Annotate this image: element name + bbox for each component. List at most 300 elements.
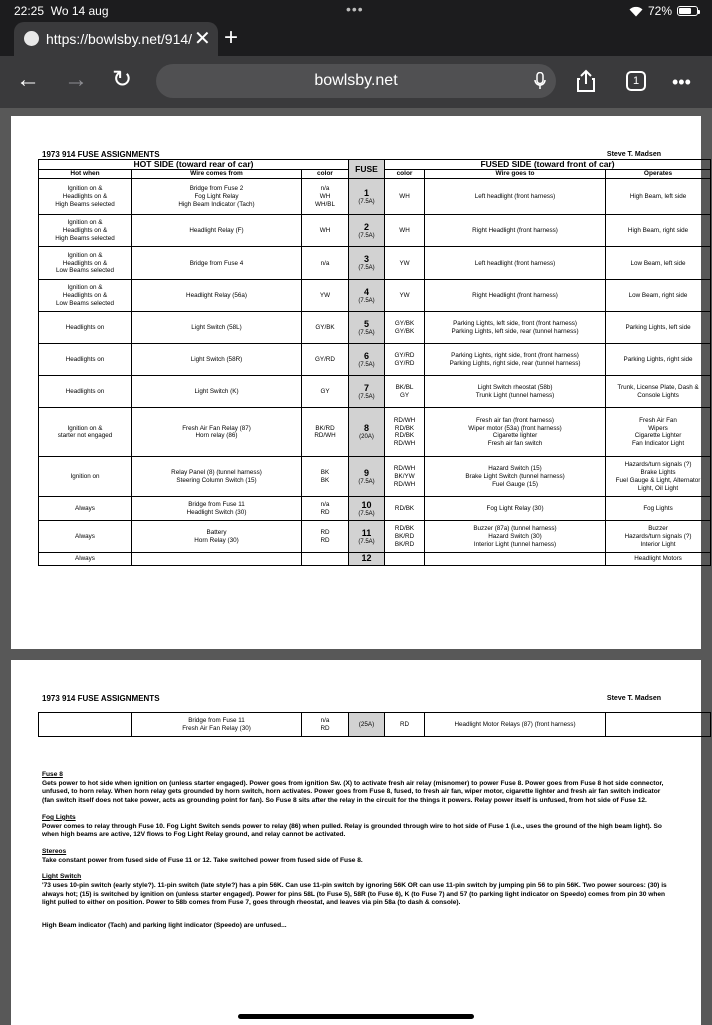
- hot-side-header: HOT SIDE (toward rear of car): [39, 160, 349, 170]
- col-color-in: color: [302, 170, 349, 179]
- color-out-cell-line: RD/WH: [393, 480, 416, 488]
- operates-cell-line: Parking Lights, right side: [623, 356, 693, 364]
- note-section: [42, 922, 672, 931]
- color-out-cell-line: BK/RD: [394, 540, 415, 548]
- col-operates: Operates: [606, 170, 711, 179]
- color-in-cell-line: GY/RD: [315, 356, 335, 364]
- wire-to-cell-line: Interior Light (tunnel harness): [473, 540, 557, 548]
- fuse-number: 9: [364, 467, 370, 478]
- microphone-icon[interactable]: [534, 72, 546, 90]
- tab-count-button[interactable]: 1: [626, 71, 646, 91]
- note-section: [42, 771, 672, 806]
- wire-from-cell: [132, 713, 302, 737]
- wire-from-cell: [132, 215, 302, 247]
- note-heading: Fog Lights: [42, 813, 76, 821]
- color-in-cell-line: YW: [319, 292, 331, 300]
- hot-when-cell-line: Ignition on &: [67, 424, 103, 432]
- fuse-amperage: (7.5A): [358, 297, 375, 304]
- operates-cell: [606, 457, 711, 497]
- document-page-2: [11, 660, 701, 1025]
- color-out-cell-line: RD/BK: [394, 505, 415, 513]
- wire-to-cell: [425, 179, 606, 215]
- fuse-amperage: (7.5A): [358, 232, 375, 239]
- table-row: [39, 179, 711, 215]
- fuse-cell: [349, 497, 385, 521]
- color-out-cell-line: WH: [399, 193, 410, 201]
- fuse-amperage: (7.5A): [358, 478, 375, 485]
- operates-cell-line: Fresh Air Fan: [639, 416, 677, 424]
- wire-from-cell-line: Light Switch (58L): [191, 324, 242, 332]
- col-color-out: color: [385, 170, 425, 179]
- operates-cell-line: Parking Lights, left side: [625, 324, 691, 332]
- operates-cell: [606, 344, 711, 376]
- note-heading: Fuse 8: [42, 771, 63, 778]
- color-out-cell-line: RD/WH: [393, 440, 416, 448]
- hot-when-cell-line: Headlights on: [65, 324, 105, 332]
- wire-to-cell: [425, 215, 606, 247]
- operates-cell: [606, 408, 711, 457]
- fuse-number: 5: [364, 318, 370, 329]
- operates-cell-line: Low Beam, left side: [630, 259, 686, 267]
- document-page-1: [11, 116, 701, 649]
- wire-to-cell-line: Left headlight (front harness): [474, 193, 556, 201]
- color-in-cell-line: WH/BL: [315, 200, 335, 208]
- color-in-cell-line: WH: [319, 193, 331, 201]
- color-out-cell-line: RD/WH: [393, 416, 416, 424]
- fuse-cell: [349, 344, 385, 376]
- address-bar[interactable]: [156, 64, 556, 98]
- color-in-cell-line: n/a: [320, 259, 330, 267]
- hot-when-cell-line: Always: [75, 555, 95, 563]
- forward-arrow-icon[interactable]: →: [64, 66, 88, 93]
- operates-cell: [606, 553, 711, 565]
- wire-to-cell-line: Fresh air fan (front harness): [475, 416, 555, 424]
- hot-when-cell-line: Low Beams selected: [55, 299, 115, 307]
- hot-when-cell-line: Headlights on: [65, 356, 105, 364]
- color-in-cell-line: n/a: [320, 185, 330, 193]
- operates-cell-line: Light, Oil Light: [637, 484, 679, 492]
- hot-when-cell: [39, 457, 132, 497]
- hot-when-cell: [39, 553, 132, 565]
- hot-when-cell: [39, 713, 132, 737]
- note-body: Power comes to relay through Fuse 10. Fog Light Switch sends power to relay (86) when pulled. Relay is grounded through wire to hot side of Fuse 1 (i.e., uses the ground of the high beam light). So when high beams are active, 12V flows to Fog Light Relay ground, and relay cannot be activated.: [42, 822, 662, 839]
- globe-icon: [24, 31, 39, 46]
- doc-title-2: 1973 914 FUSE ASSIGNMENTS: [42, 694, 160, 703]
- color-in-cell: [302, 497, 349, 521]
- operates-cell: [606, 497, 711, 521]
- note-body: Take constant power from fused side of Fuse 11 or 12. Take switched power from fused side of Fuse 8.: [42, 856, 363, 864]
- fuse-number: 4: [364, 286, 370, 297]
- hot-when-cell-line: Always: [75, 533, 95, 541]
- color-in-cell-line: n/a: [320, 501, 330, 509]
- wire-to-cell: [425, 713, 606, 737]
- back-arrow-icon[interactable]: ←: [16, 66, 40, 93]
- operates-cell-line: High Beam, right side: [627, 227, 689, 235]
- color-in-cell-line: RD/WH: [314, 432, 336, 440]
- operates-cell-line: Trunk, License Plate, Dash &: [617, 384, 699, 392]
- color-out-cell-line: YW: [399, 292, 410, 300]
- color-in-cell-line: BK/RD: [315, 424, 335, 432]
- color-in-cell: [302, 280, 349, 312]
- operates-cell-line: Brake Lights: [640, 469, 676, 477]
- color-out-cell: [385, 376, 425, 408]
- operates-cell-line: Wipers: [648, 424, 668, 432]
- color-in-cell-line: GY: [320, 388, 330, 396]
- note-section: [42, 814, 672, 840]
- wire-to-cell: [425, 312, 606, 344]
- fuse-amperage: (7.5A): [358, 265, 375, 272]
- wire-to-cell-line: Cigarette lighter: [492, 432, 538, 440]
- wire-to-cell-line: Parking Lights, right side, rear (tunnel harness): [449, 359, 581, 367]
- wire-to-cell-line: Parking Lights, left side, rear (tunnel harness): [451, 327, 579, 335]
- wire-to-cell-line: Fresh air fan switch: [487, 440, 543, 448]
- hot-when-cell-line: Ignition on &: [67, 185, 103, 193]
- wire-to-cell: [425, 553, 606, 565]
- color-in-cell-line: RD: [320, 508, 330, 516]
- color-in-cell: [302, 376, 349, 408]
- fuse-number: 11: [361, 527, 372, 538]
- wire-to-cell-line: Right Headlight (front harness): [472, 292, 558, 300]
- color-out-cell-line: GY/RD: [394, 359, 415, 367]
- color-out-cell-line: GY/RD: [394, 352, 415, 360]
- fuse-amperage: (7.5A): [358, 329, 375, 336]
- wire-from-cell: [132, 312, 302, 344]
- hot-when-cell: [39, 344, 132, 376]
- multitasking-dots-icon[interactable]: •••: [346, 1, 364, 17]
- fuse-number: 8: [364, 423, 370, 434]
- hot-when-cell-line: Headlights on &: [62, 227, 108, 235]
- wire-from-cell: [132, 280, 302, 312]
- wire-from-cell-line: Fresh Air Fan Relay (30): [182, 724, 251, 732]
- fuse-number: 1: [364, 187, 370, 198]
- tab-url: https://bowlsby.net/914/: [46, 31, 192, 47]
- fuse-table-continued: [38, 712, 711, 737]
- color-out-cell: [385, 713, 425, 737]
- operates-cell-line: Fan Indicator Light: [631, 440, 685, 448]
- note-body: High Beam indicator (Tach) and parking light indicator (Speedo) are unfused...: [42, 922, 287, 930]
- wire-to-cell: [425, 280, 606, 312]
- wire-from-cell: [132, 376, 302, 408]
- hot-when-cell-line: Ignition on &: [67, 219, 103, 227]
- operates-cell-line: Hazards/turn signals (?): [624, 533, 692, 541]
- hot-when-cell-line: starter not engaged: [57, 432, 113, 440]
- color-out-cell-line: RD/BK: [394, 525, 415, 533]
- col-wire-to: Wire goes to: [425, 170, 606, 179]
- note-body: '73 uses 10-pin switch (early style?). 11-pin switch (late style?) has a pin 56K. Can use 11-pin switch by ignoring 56K OR can use 11-pin switch by jumping pin 56 to pin 56K. Two power sources: (30) is always hot; (15) is switched by ignition on (unless starter engaged). Power for pins 58L (to Fuse 5), 58R (to Fuse 6), K (to Fuse 7) and 57 (to parking light indicator on Speedo) comes from pin 30 when light pulled to either on position. Power to 58b comes from Fuse 7, goes through rheostat, and leaves via pin 58a (to dash & console).: [42, 882, 667, 907]
- operates-cell-line: Cigarette Lighter: [634, 432, 682, 440]
- status-time: 22:25 Wo 14 aug: [14, 4, 109, 18]
- wire-from-cell-line: Horn relay (86): [195, 432, 238, 440]
- fuse-table: [38, 159, 711, 566]
- fuse-amperage: (7.5A): [358, 538, 375, 545]
- fuse-number: 2: [364, 221, 370, 232]
- wire-to-cell-line: Trunk Light (tunnel harness): [475, 391, 555, 399]
- color-in-cell: [302, 215, 349, 247]
- operates-cell: [606, 280, 711, 312]
- wire-from-cell-line: Bridge from Fuse 2: [189, 185, 244, 193]
- wire-to-cell-line: Fuel Gauge (15): [492, 480, 538, 488]
- fuse-number: 10: [361, 499, 372, 510]
- hot-when-cell: [39, 312, 132, 344]
- fuse-cell-line: (25A): [358, 720, 375, 728]
- hot-when-cell-line: Low Beams selected: [55, 267, 115, 275]
- battery-percent: 72%: [647, 4, 672, 18]
- color-out-cell: [385, 247, 425, 280]
- fuse-cell: [349, 521, 385, 553]
- more-options-icon[interactable]: •••: [672, 72, 691, 92]
- color-in-cell-line: RD: [320, 529, 330, 537]
- color-out-cell: [385, 553, 425, 565]
- fuse-amperage: (7.5A): [358, 510, 375, 517]
- hot-when-cell: [39, 179, 132, 215]
- fuse-cell: [349, 179, 385, 215]
- wire-to-cell-line: Left headlight (front harness): [474, 259, 556, 267]
- wire-from-cell-line: Headlight Switch (30): [186, 508, 247, 516]
- wire-to-cell: [425, 376, 606, 408]
- operates-cell-line: Interior Light: [640, 540, 676, 548]
- hot-when-cell: [39, 376, 132, 408]
- address-host: bowlsby.net: [314, 72, 398, 89]
- doc-author-2: Steve T. Madsen: [606, 695, 661, 702]
- fuse-number: 3: [364, 254, 370, 265]
- note-body: Gets power to hot side when ignition on (unless starter engaged). Power goes from ignition Sw. (X) to activate fresh air relay (misnomer) to power Fuse 8. Power goes from Fuse 8 hot side connector, unfused, to horn relay. When horn relay gets grounded by horn switch, horn activates. Power goes from Fuse 8, fused, to fresh air fan, wiper motor, cigarette lighter and fresh air fan switch indicator (fan switch itself does not take power, acts as grounding point for fan). So Fuse 8 sits after the relay in the circuit for the things it powers. Relay power itself is unfused, from hot side of Fuse 12.: [42, 779, 664, 805]
- color-in-cell-line: RD: [320, 536, 330, 544]
- col-hot-when: Hot when: [39, 170, 132, 179]
- table-row: [39, 521, 711, 553]
- fuse-amperage: (20A): [359, 434, 374, 441]
- fuse-cell: [349, 280, 385, 312]
- operates-cell: [606, 215, 711, 247]
- color-out-cell-line: BK/RD: [394, 533, 415, 541]
- status-bar: [0, 0, 712, 22]
- color-out-cell: [385, 280, 425, 312]
- operates-cell-line: Buzzer: [648, 525, 668, 533]
- home-indicator[interactable]: [238, 1014, 474, 1019]
- note-heading: Light Switch: [42, 873, 82, 881]
- wire-to-cell-line: Buzzer (87a) (tunnel harness): [473, 525, 557, 533]
- color-out-cell-line: RD/BK: [394, 432, 415, 440]
- hot-when-cell: [39, 215, 132, 247]
- fuse-number: 6: [364, 350, 370, 361]
- color-in-cell: [302, 713, 349, 737]
- wire-from-cell-line: Horn Relay (30): [194, 536, 239, 544]
- operates-cell-line: Low Beam, right side: [628, 292, 688, 300]
- table-row: [39, 312, 711, 344]
- wire-to-cell-line: Right Headlight (front harness): [472, 227, 558, 235]
- wire-to-cell-line: Parking Lights, left side, front (front harness): [453, 320, 577, 328]
- wire-from-cell: [132, 521, 302, 553]
- fuse-cell: [349, 215, 385, 247]
- fuse-cell: [349, 408, 385, 457]
- color-out-cell-line: RD/BK: [394, 424, 415, 432]
- operates-cell: [606, 312, 711, 344]
- color-in-cell: [302, 179, 349, 215]
- color-out-cell: [385, 521, 425, 553]
- hot-when-cell-line: Always: [75, 505, 95, 513]
- hot-when-cell-line: High Beams selected: [55, 200, 115, 208]
- color-out-cell: [385, 497, 425, 521]
- battery-icon: [677, 6, 698, 16]
- close-tab-icon[interactable]: ✕: [194, 28, 211, 50]
- operates-cell: [606, 247, 711, 280]
- hot-when-cell-line: Headlights on &: [62, 193, 108, 201]
- browser-toolbar: [0, 56, 712, 108]
- wire-to-cell: [425, 408, 606, 457]
- color-out-cell: [385, 457, 425, 497]
- doc-title: 1973 914 FUSE ASSIGNMENTS: [42, 150, 160, 159]
- hot-when-cell-line: High Beams selected: [55, 234, 115, 242]
- operates-cell-line: Headlight Motors: [634, 555, 682, 563]
- wire-to-cell-line: Fog Light Relay (30): [486, 505, 544, 513]
- hot-when-cell-line: Ignition on &: [67, 251, 103, 259]
- wire-from-cell-line: Fog Light Relay: [194, 193, 239, 201]
- operates-cell-line: Fuel Gauge & Light, Alternator: [615, 476, 701, 484]
- col-wire-from: Wire comes from: [132, 170, 302, 179]
- color-out-cell: [385, 312, 425, 344]
- wire-from-cell-line: Relay Panel (8) (tunnel harness): [171, 469, 262, 477]
- table-row: [39, 497, 711, 521]
- color-in-cell: [302, 521, 349, 553]
- wire-from-cell: [132, 408, 302, 457]
- new-tab-icon[interactable]: +: [224, 24, 239, 51]
- wire-to-cell: [425, 497, 606, 521]
- color-out-cell-line: YW: [399, 259, 410, 267]
- color-out-cell: [385, 215, 425, 247]
- wire-from-cell-line: Fresh Air Fan Relay (87): [182, 424, 251, 432]
- wire-to-cell-line: Hazard Switch (30): [488, 533, 542, 541]
- color-out-cell-line: GY: [399, 391, 410, 399]
- color-out-cell-line: BK/BL: [395, 384, 414, 392]
- table-row: [39, 247, 711, 280]
- wire-from-cell: [132, 179, 302, 215]
- wire-to-cell-line: Hazard Switch (15): [488, 465, 542, 473]
- operates-cell-line: Hazards/turn signals (?): [624, 461, 692, 469]
- wire-from-cell-line: Light Switch (58R): [190, 356, 243, 364]
- wire-from-cell-line: Headlight Relay (F): [189, 227, 244, 235]
- color-in-cell: [302, 457, 349, 497]
- operates-cell-line: Console Lights: [637, 391, 679, 399]
- doc-author: Steve T. Madsen: [606, 151, 661, 158]
- wire-to-cell: [425, 457, 606, 497]
- wire-from-cell-line: Headlight Relay (56a): [186, 292, 247, 300]
- fuse-amperage: (7.5A): [358, 198, 375, 205]
- hot-when-cell-line: Headlights on &: [62, 292, 108, 300]
- wire-to-cell-line: Parking Lights, right side, front (front harness): [451, 352, 579, 360]
- table-row: [39, 408, 711, 457]
- fuse-cell: [349, 247, 385, 280]
- color-out-cell-line: GY/BK: [394, 327, 415, 335]
- table-row: [39, 713, 711, 737]
- fuse-cell: [349, 312, 385, 344]
- operates-cell-line: High Beam, left side: [629, 193, 687, 201]
- fuse-cell: [349, 713, 385, 737]
- color-in-cell-line: RD: [320, 724, 330, 732]
- notes-section: [42, 771, 672, 939]
- wire-to-cell-line: Wiper motor (53a) (front harness): [468, 424, 562, 432]
- fuse-header: FUSE: [349, 160, 385, 179]
- table-row: [39, 215, 711, 247]
- table-row: [39, 376, 711, 408]
- color-out-cell: [385, 179, 425, 215]
- browser-tab[interactable]: [14, 22, 218, 56]
- color-out-cell-line: GY/BK: [394, 320, 415, 328]
- wire-to-cell: [425, 344, 606, 376]
- wire-from-cell-line: Bridge from Fuse 11: [188, 716, 245, 724]
- table-row: [39, 553, 711, 565]
- reload-icon[interactable]: ↻: [112, 66, 133, 93]
- note-heading: Stereos: [42, 847, 67, 855]
- operates-cell: [606, 179, 711, 215]
- color-in-cell-line: BK: [320, 476, 330, 484]
- wire-to-cell-line: Headlight Motor Relays (87) (front harness): [454, 720, 576, 728]
- fuse-number: 7: [364, 382, 370, 393]
- hot-when-cell: [39, 497, 132, 521]
- share-icon[interactable]: [576, 69, 596, 93]
- fuse-number: 12: [361, 553, 372, 564]
- wifi-icon: [629, 6, 643, 17]
- wire-to-cell-line: Brake Light Switch (tunnel harness): [465, 473, 565, 481]
- wire-from-cell: [132, 247, 302, 280]
- operates-cell: [606, 376, 711, 408]
- color-out-cell-line: RD: [399, 720, 410, 728]
- hot-when-cell: [39, 280, 132, 312]
- color-in-cell-line: BK: [320, 469, 330, 477]
- wire-from-cell-line: Light Switch (K): [194, 388, 239, 396]
- wire-from-cell-line: Battery: [206, 529, 227, 537]
- color-in-cell: [302, 312, 349, 344]
- wire-from-cell-line: Steering Column Switch (15): [176, 476, 257, 484]
- color-in-cell-line: n/a: [320, 716, 330, 724]
- fused-side-header: FUSED SIDE (toward front of car): [385, 160, 711, 170]
- color-in-cell: [302, 344, 349, 376]
- operates-cell: [606, 713, 711, 737]
- hot-when-cell-line: Ignition on &: [67, 284, 103, 292]
- color-in-cell: [302, 553, 349, 565]
- color-in-cell-line: GY/BK: [315, 324, 335, 332]
- wire-to-cell: [425, 521, 606, 553]
- fuse-cell: [349, 376, 385, 408]
- hot-when-cell: [39, 521, 132, 553]
- fuse-amperage: (7.5A): [358, 361, 375, 368]
- wire-from-cell: [132, 457, 302, 497]
- color-out-cell: [385, 408, 425, 457]
- color-out-cell-line: WH: [399, 227, 410, 235]
- color-out-cell-line: RD/WH: [393, 465, 416, 473]
- note-section: [42, 873, 672, 908]
- wire-from-cell-line: Bridge from Fuse 4: [189, 259, 244, 267]
- table-row: [39, 280, 711, 312]
- operates-cell-line: Fog Lights: [643, 505, 673, 513]
- table-row: [39, 457, 711, 497]
- hot-when-cell: [39, 408, 132, 457]
- color-in-cell: [302, 408, 349, 457]
- table-row: [39, 344, 711, 376]
- fuse-amperage: (7.5A): [358, 393, 375, 400]
- color-in-cell-line: WH: [319, 227, 331, 235]
- operates-cell: [606, 521, 711, 553]
- color-out-cell: [385, 344, 425, 376]
- wire-to-cell: [425, 247, 606, 280]
- wire-from-cell-line: Bridge from Fuse 11: [188, 501, 245, 509]
- fuse-cell: [349, 553, 385, 565]
- wire-from-cell: [132, 497, 302, 521]
- hot-when-cell-line: Ignition on: [70, 473, 100, 481]
- tab-strip: [0, 22, 712, 56]
- hot-when-cell-line: Headlights on &: [62, 259, 108, 267]
- hot-when-cell: [39, 247, 132, 280]
- color-in-cell: [302, 247, 349, 280]
- wire-from-cell: [132, 553, 302, 565]
